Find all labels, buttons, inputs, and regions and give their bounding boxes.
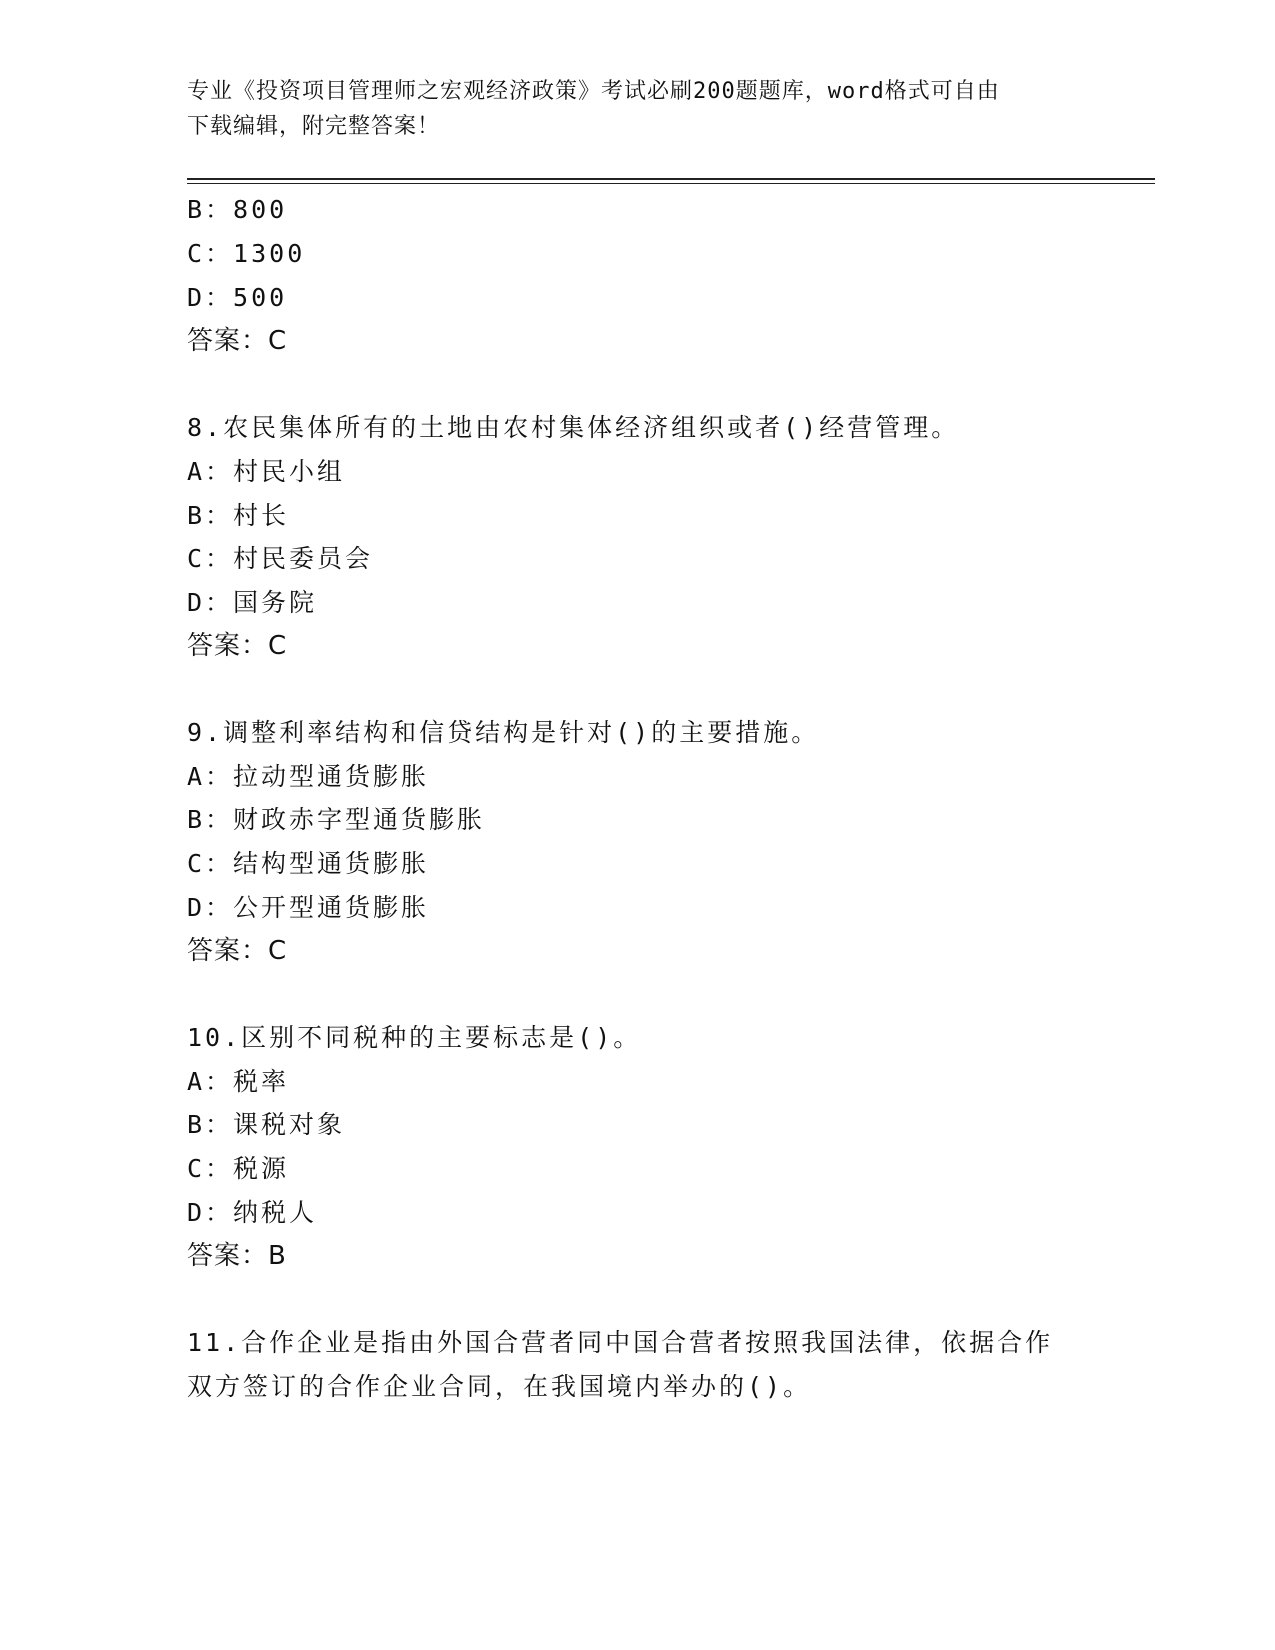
q10-option-d: D：纳税人 xyxy=(187,1198,318,1227)
q9-option-c: C：结构型通货膨胀 xyxy=(187,849,430,878)
q9-option-a: A：拉动型通货膨胀 xyxy=(187,762,430,791)
q10-answer: 答案：B xyxy=(187,1241,287,1271)
q8-answer: 答案：C xyxy=(187,631,288,661)
q7-option-b: B：800 xyxy=(187,195,288,224)
q10-option-c: C：税源 xyxy=(187,1154,290,1183)
document-header xyxy=(187,74,1067,144)
header-line-2: 下载编辑，附完整答案！ xyxy=(187,114,441,139)
q8-option-c: C：村民委员会 xyxy=(187,544,374,573)
header-rule-thick xyxy=(187,178,1155,180)
q7-answer: 答案：C xyxy=(187,326,288,356)
q7-option-d: D：500 xyxy=(187,283,288,312)
q9-answer: 答案：C xyxy=(187,936,288,966)
q8-question: 8.农民集体所有的土地由农村集体经济组织或者()经营管理。 xyxy=(187,413,960,442)
header-line-1: 专业《投资项目管理师之宏观经济政策》考试必刷200题题库，word格式可自由 xyxy=(187,79,1000,104)
q8-option-d: D：国务院 xyxy=(187,588,318,617)
q10-option-b: B：课税对象 xyxy=(187,1110,346,1139)
q8-option-a: A：村民小组 xyxy=(187,457,346,486)
q9-option-d: D：公开型通货膨胀 xyxy=(187,893,430,922)
q9-question: 9.调整利率结构和信贷结构是针对()的主要措施。 xyxy=(187,718,820,747)
q9-option-b: B：财政赤字型通货膨胀 xyxy=(187,805,486,834)
q7-option-c: C：1300 xyxy=(187,239,306,268)
header-rule-thin xyxy=(187,183,1155,184)
q8-option-b: B：村长 xyxy=(187,501,290,530)
q11-question-line-2: 双方签订的合作企业合同，在我国境内举办的()。 xyxy=(187,1372,812,1401)
q11-question-line-1: 11.合作企业是指由外国合营者同中国合营者按照我国法律，依据合作 xyxy=(187,1328,1054,1357)
q10-question: 10.区别不同税种的主要标志是()。 xyxy=(187,1023,642,1052)
q10-option-a: A：税率 xyxy=(187,1067,290,1096)
